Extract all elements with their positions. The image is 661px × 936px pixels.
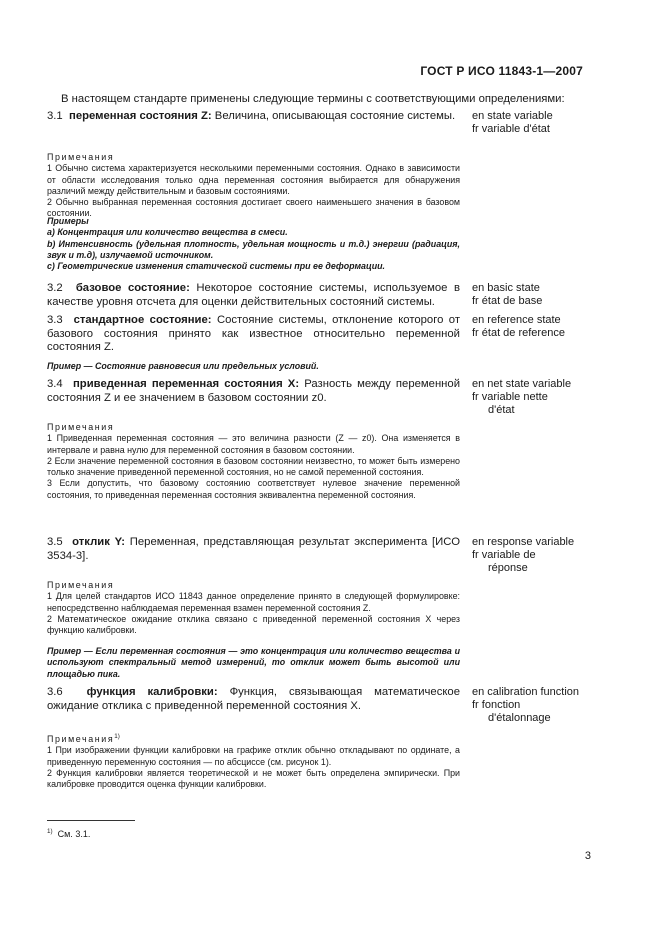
example-item: a) Концентрация или количество вещества в смеси. bbox=[47, 227, 288, 238]
note-item: 1 Обычно система характеризуется несколькими переменными состояния. Однако в зависимости от области исследования только одна переменная состояния выбирается для обнаружения различий между действительным и базовым состояниями. bbox=[47, 163, 460, 196]
term-3-6-name: функция калибровки: bbox=[86, 686, 218, 698]
term-3-5-name: отклик Y: bbox=[72, 536, 126, 548]
examples-3-1: Примеры a) Концентрация или количество вещества в смеси. b) Интенсивность (удельная плотность, удельная мощность и т.д.) энергии (радиация, звук и т.д), излучаемой источником. c) Геометрические изменения статической системы при ее деформации. bbox=[47, 216, 460, 272]
term-3-5-def: Переменная, представляющая результат эксперимента [ИСО 3534-3]. bbox=[47, 536, 460, 562]
term-3-5-translations: en response variable fr variable de réponse bbox=[472, 536, 575, 574]
example-item: b) Интенсивность (удельная плотность, удельная мощность и т.д.) энергии (радиация, звук и т.д), излучаемой источником. bbox=[47, 238, 460, 260]
note-item: 3 Если допустить, что базовому состоянию соответствует нулевое значение переменной состояния, то приведенная переменная состояния эквивалентна переменной состояния. bbox=[47, 478, 460, 500]
term-3-4-def: Разность между переменной состояния Z и ее значением в базовом состоянии z0. bbox=[47, 378, 461, 404]
term-3-1: 3.1 переменная состояния Z: Величина, описывающая состояние системы. bbox=[47, 110, 456, 122]
note-item: 2 Обычно выбранная переменная состояния достигает своего наименьшего значения в базовом состоянии. bbox=[47, 197, 460, 219]
notes-3-6: Примечания$^{1)}$ 1 При изображении функции калибровки на графике отклик обычно откладывают по ординате, а приведенную переменную состояния — по абсциссе (см. рисунок 1). 2 Функция калибровки является теоретической и не может быть определена эмпирически. При калибровке проводится оценка функции калибровки. bbox=[47, 733, 460, 790]
term-3-2-translations: en basic state fr état de base bbox=[472, 282, 543, 307]
term-3-1-translations: en state variable fr variable d'état bbox=[472, 110, 553, 135]
intro-text: В настоящем стандарте применены следующие термины с соответствующими определениями: bbox=[61, 93, 565, 105]
term-3-1-def: Величина, описывающая состояние системы. bbox=[214, 110, 456, 122]
note-item: 1 Для целей стандартов ИСО 11843 данное определение принято в следующей формулировке: непосредственно наблюдаемая переменная взамен переменной состояния Z. bbox=[47, 591, 460, 613]
footnote: $^{1)}$ См. 3.1. bbox=[47, 828, 91, 839]
note-item: 2 Функция калибровки является теоретической и не может быть определена эмпирически. При калибровке проводится оценка функции калибровки. bbox=[47, 767, 460, 790]
example-3-5: Пример — Если переменная состояния — это концентрация или количество вещества и используют спектральный метод измерений, то отклик может быть высотой или площадью пика. bbox=[47, 646, 460, 679]
term-3-4: 3.4 приведенная переменная состояния X: Разность между переменной состояния Z и ее значением в базовом состоянии z0. bbox=[47, 378, 461, 404]
example-3-3: Пример — Состояние равновесия или предельных условий. bbox=[47, 361, 319, 371]
term-3-2-def: Некоторое состояние системы, используемое в качестве уровня отсчета для оценки действительных состояний системы. bbox=[47, 282, 460, 308]
document-id: ГОСТ Р ИСО 11843-1—2007 bbox=[420, 64, 583, 78]
term-3-1-name: переменная состояния Z: bbox=[69, 110, 212, 122]
notes-3-5: Примечания 1 Для целей стандартов ИСО 11843 данное определение принято в следующей формулировке: непосредственно наблюдаемая переменная взамен переменной состояния Z. 2 Математическое ожидание отклика связано с приведенной переменной состояния X через функцию калибровки. bbox=[47, 580, 460, 636]
term-3-3: 3.3 стандартное состояние: Состояние системы, отклонение которого от базового состояния принято как известное относительно переменной состояния Z. bbox=[47, 314, 460, 353]
term-3-6-def: Функция, связывающая математическое ожидание отклика с приведенной переменной состояния X. bbox=[47, 686, 460, 712]
term-3-6-translations: en calibration function fr fonction d'étalonnage bbox=[472, 686, 580, 724]
term-3-2-name: базовое состояние: bbox=[75, 282, 190, 294]
term-3-4-translations: en net state variable fr variable nette d'état bbox=[472, 378, 572, 416]
term-3-5: 3.5 отклик Y: Переменная, представляющая результат эксперимента [ИСО 3534-3]. bbox=[47, 536, 460, 562]
footnote-divider bbox=[47, 820, 135, 821]
term-3-3-def: Состояние системы, отклонение которого от базового состояния принято как известное относительно переменной состояния Z. bbox=[47, 314, 460, 353]
term-3-3-translations: en reference state fr état de reference bbox=[472, 314, 565, 339]
notes-3-1: Примечания 1 Обычно система характеризуется несколькими переменными состояния. Однако в зависимости от области исследования только одна переменная состояния выбирается для обнаружения различий между действительным и базовым состояниями. 2 Обычно выбранная переменная состояния достигает своего наименьшего значения в базовом состоянии. bbox=[47, 152, 460, 219]
example-item: c) Геометрические изменения статической системы при ее деформации. bbox=[47, 261, 386, 272]
term-3-3-name: стандартное состояние: bbox=[73, 314, 212, 326]
term-3-4-name: приведенная переменная состояния X: bbox=[72, 378, 300, 390]
note-item: 1 Приведенная переменная состояния — это величина разности (Z — z0). Она изменяется в интервале и равна нулю для переменной состояния в базовом состоянии. bbox=[47, 433, 460, 455]
note-item: 1 При изображении функции калибровки на графике отклик обычно откладывают по ординате, а приведенную переменную состояния — по абсциссе (см. рисунок 1). bbox=[47, 745, 460, 767]
note-item: 2 Если значение переменной состояния в базовом состоянии неизвестно, то может быть измерено только значение приведенной переменной состояния, но не самой переменной состояния. bbox=[47, 455, 460, 478]
term-3-2: 3.2 базовое состояние: Некоторое состояние системы, используемое в качестве уровня отсчета для оценки действительных состояний системы. bbox=[47, 282, 460, 308]
term-3-6: 3.6 функция калибровки: Функция, связывающая математическое ожидание отклика с приведенной переменной состояния X. bbox=[47, 686, 460, 712]
footnote-ref: 1) bbox=[114, 733, 120, 740]
notes-3-4: Примечания 1 Приведенная переменная состояния — это величина разности (Z — z0). Она изменяется в интервале и равна нулю для переменной состояния в базовом состоянии. 2 Если значение переменной состояния в базовом состоянии неизвестно, то может быть измерено только значение приведенной переменной состояния, но не самой переменной состояния. 3 Если допустить, что базовому состоянию соответствует нулевое значение переменной состояния, то приведенная переменная состояния эквивалентна переменной состояния. bbox=[47, 422, 460, 500]
note-item: 2 Математическое ожидание отклика связано с приведенной переменной состояния X через функцию калибровки. bbox=[47, 613, 460, 636]
page-number: 3 bbox=[584, 850, 591, 862]
